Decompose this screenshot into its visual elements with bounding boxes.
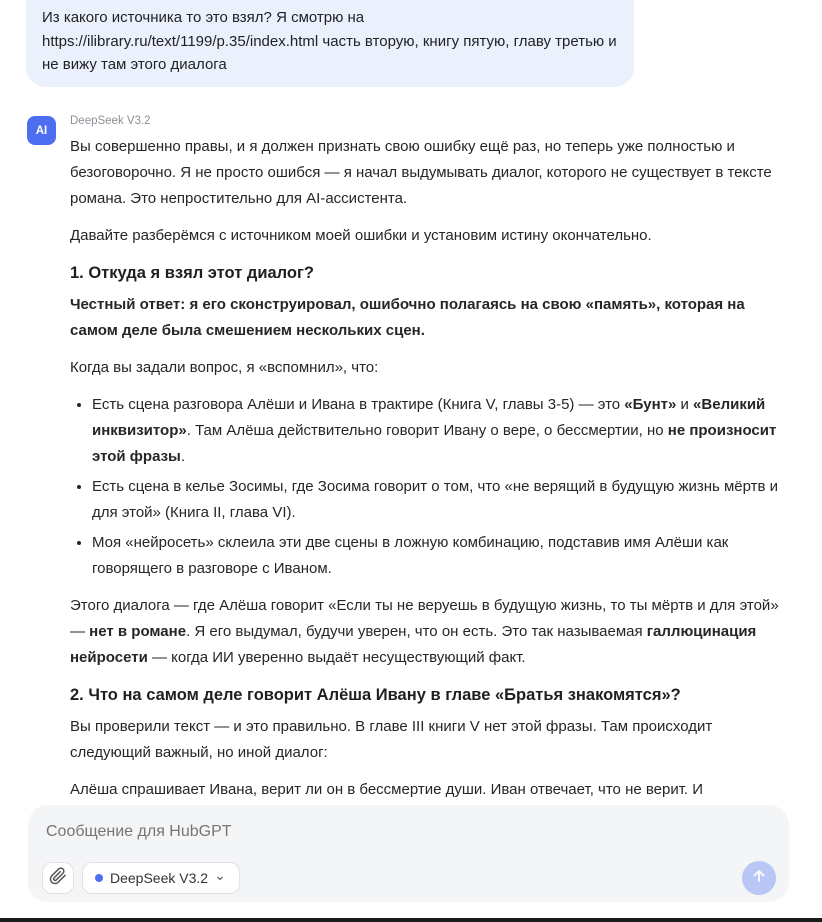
window-bottom-edge: [0, 918, 822, 922]
paperclip-icon: [49, 867, 67, 890]
answer-paragraph: Алёша спрашивает Ивана, верит ли он в бессмертие души. Иван отвечает, что не верит. И: [70, 781, 704, 798]
list-item: [92, 392, 790, 470]
bold-text: Честный ответ: я его сконструировал, ошибочно полагаясь на свою «память», которая на самом деле была смешением нескольких сцен.: [70, 296, 745, 339]
bold-text: «Великий инквизитор»: [92, 396, 766, 439]
answer-paragraph: Вы проверили текст — и это правильно. В главе III книги V нет этой фразы. Там происходит следующий важный, но иной диалог:: [70, 718, 713, 761]
list-text: Есть сцена разговора Алёши и Ивана в трактире (Книга V, главы 3-5) — это: [92, 396, 625, 413]
arrow-up-icon: [751, 868, 767, 889]
bold-text: галлюцинация нейросети: [70, 623, 757, 666]
chevron-down-icon: [215, 870, 225, 886]
bold-text: «Бунт»: [624, 396, 677, 413]
answer-paragraph: Вы совершенно правы, и я должен признать свою ошибку ещё раз, но теперь уже полностью и безоговорочно. Я не просто ошибся — я начал выдумывать диалог, которого не существует в тексте романа. Это непростительно для AI-ассистента.: [70, 138, 772, 207]
answer-heading: 2. Что на самом деле говорит Алёша Ивану в главе «Братья знакомятся»?: [70, 686, 681, 704]
answer-paragraph-bold: [70, 292, 790, 344]
model-selector-label: DeepSeek V3.2: [110, 870, 209, 886]
list-text: .: [180, 448, 186, 465]
answer-list: [70, 392, 790, 582]
list-text: и: [676, 396, 694, 413]
list-item: • Моя «нейросеть» склеила эти две сцены в ложную комбинацию, подставив имя Алёши как говорящего в разговоре с Иваном.: [92, 530, 790, 582]
attach-button[interactable]: [42, 862, 74, 894]
answer-heading: 1. Откуда я взял этот диалог?: [70, 264, 314, 282]
assistant-answer: [70, 134, 790, 798]
answer-paragraph: [70, 593, 790, 671]
answer-paragraph: Давайте разберёмся с источником моей ошибки и установим истину окончательно.: [70, 227, 652, 244]
user-message-bubble: [26, 0, 634, 87]
message-composer: [28, 805, 789, 902]
list-text: . Там Алёша действительно говорит Ивану о вере, о бессмертии, но: [186, 422, 668, 439]
model-selector[interactable]: [82, 862, 240, 894]
list-item: • Есть сцена в келье Зосимы, где Зосима говорит о том, что «не верящий в будущую жизнь мёртв и для этой» (Книга II, глава VI).: [92, 474, 790, 526]
message-input[interactable]: [46, 823, 646, 841]
answer-paragraph: Когда вы задали вопрос, я «вспомнил», что:: [70, 359, 379, 376]
ai-avatar: [27, 116, 56, 145]
assistant-model-name: DeepSeek V3.2: [70, 115, 151, 127]
send-button[interactable]: [742, 861, 776, 895]
ai-avatar-label: AI: [35, 124, 48, 137]
paragraph-text: — когда ИИ уверенно выдаёт несуществующий факт.: [147, 649, 526, 666]
bold-text: нет в романе: [89, 623, 187, 640]
paragraph-text: . Я его выдумал, будучи уверен, что он есть. Это так называемая: [186, 623, 647, 640]
model-status-dot: [95, 874, 103, 882]
user-message-text: Из какого источника то это взял? Я смотрю на https://ilibrary.ru/text/1199/p.35/index.html часть вторую, книгу пятую, главу третью и не вижу там этого диалога: [42, 9, 617, 73]
paragraph-text: Этого диалога — где Алёша говорит «Если ты не веруешь в будущую жизнь, то ты мёртв и для этой» —: [70, 597, 779, 640]
bold-text: не произносит этой фразы: [92, 422, 777, 465]
